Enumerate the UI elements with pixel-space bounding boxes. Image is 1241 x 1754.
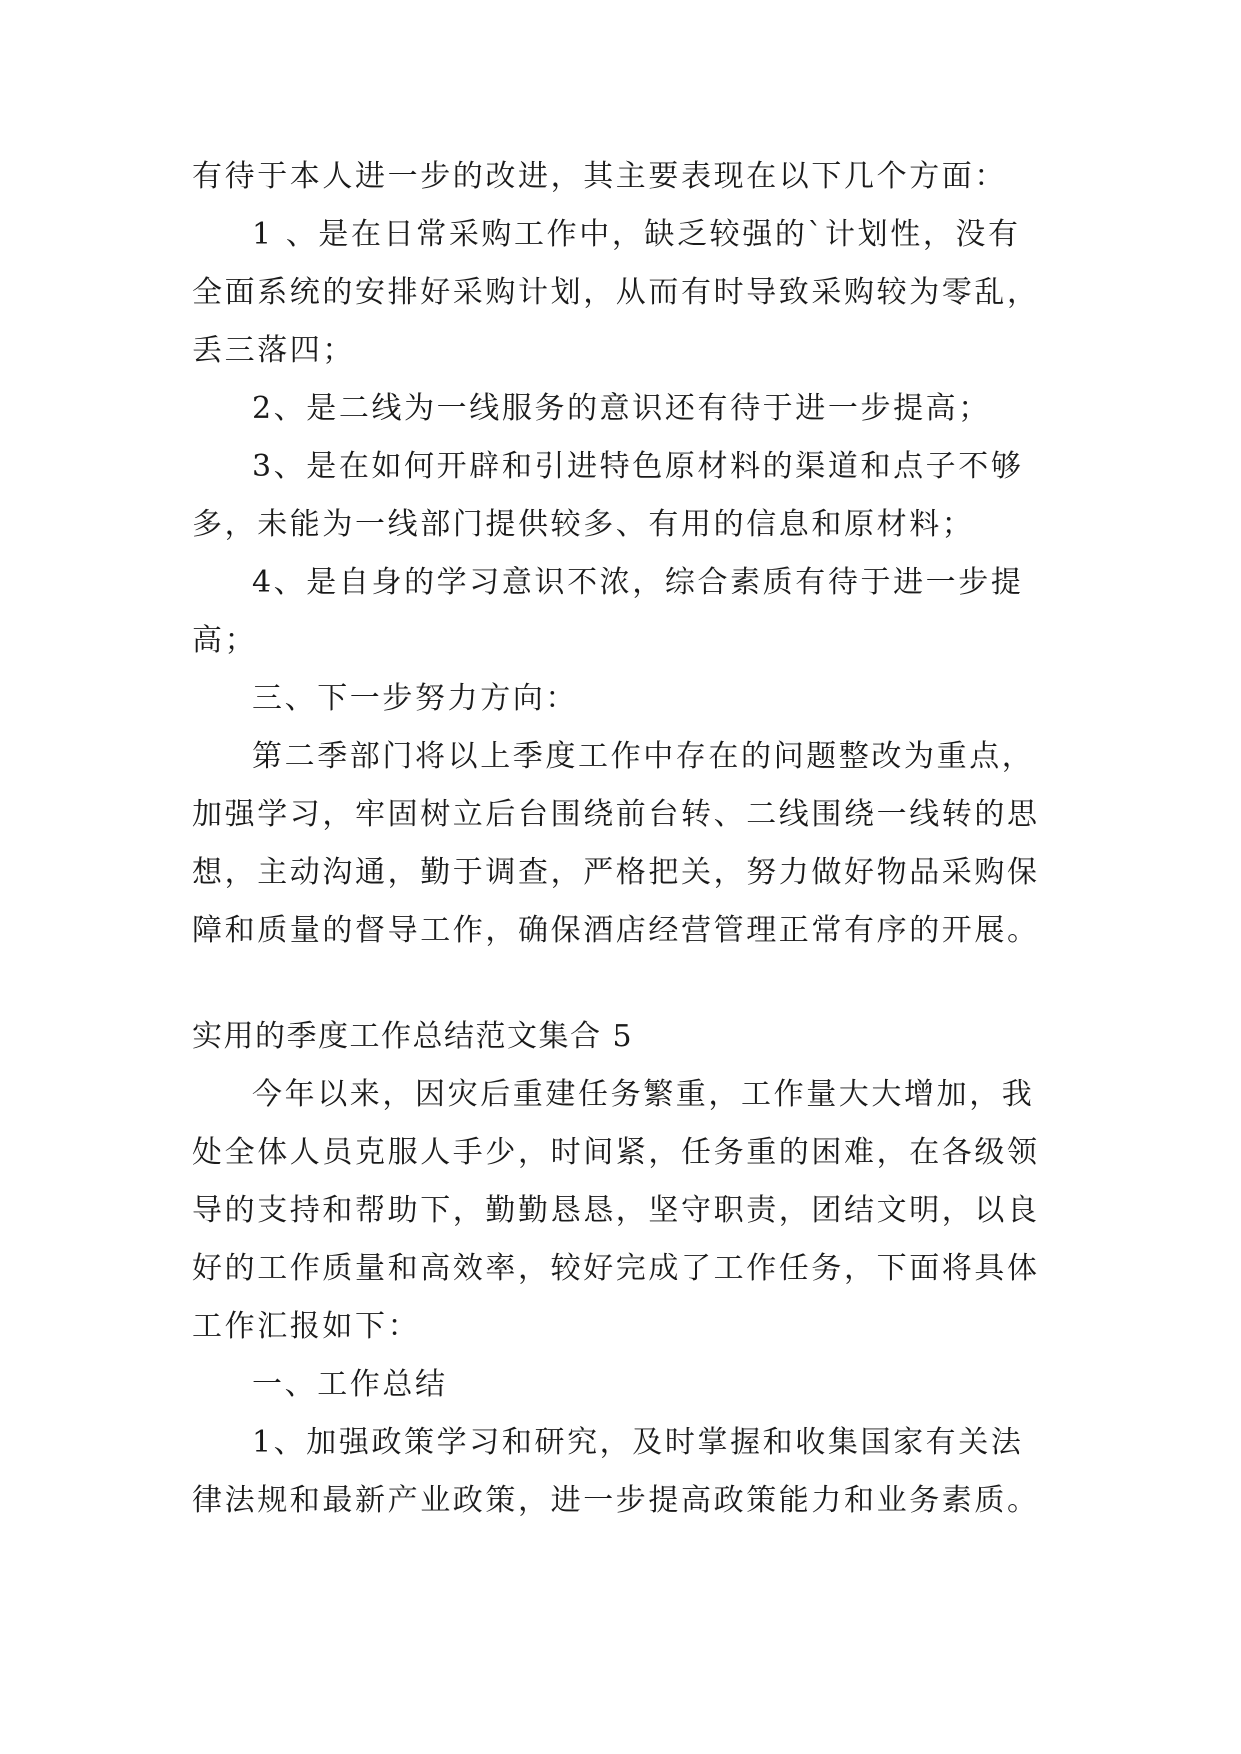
list-item-4-line: 4、是自身的学习意识不浓，综合素质有待于进一步提 [252,565,1024,600]
paragraph-line: 加强学习，牢固树立后台围绕前台转、二线围绕一线转的思 [192,797,1040,832]
article-title: 实用的季度工作总结范文集合 5 [192,1019,634,1054]
paragraph-line: 导的支持和帮助下，勤勤恳恳，坚守职责，团结文明，以良 [192,1193,1040,1228]
list-item-line: 律法规和最新产业政策，进一步提高政策能力和业务素质。 [192,1483,1040,1518]
list-item-3-line: 3、是在如何开辟和引进特色原材料的渠道和点子不够 [252,449,1024,484]
list-item-line: 1、加强政策学习和研究，及时掌握和收集国家有关法 [252,1425,1024,1460]
list-item-3-line: 多，未能为一线部门提供较多、有用的信息和原材料； [192,507,975,542]
list-item-1-line: 1 、是在日常采购工作中，缺乏较强的`计划性，没有 [252,217,1021,252]
paragraph-line: 第二季部门将以上季度工作中存在的问题整改为重点， [252,739,1035,774]
paragraph-line: 今年以来，因灾后重建任务繁重，工作量大大增加，我 [252,1077,1035,1112]
paragraph-line: 工作汇报如下： [192,1309,421,1344]
paragraph-line: 障和质量的督导工作，确保酒店经营管理正常有序的开展。 [192,913,1040,948]
section-heading: 一、工作总结 [252,1367,448,1402]
body-text-line: 有待于本人进一步的改进，其主要表现在以下几个方面： [192,159,1007,194]
list-item-4-line: 高； [192,623,258,658]
paragraph-line: 好的工作质量和高效率，较好完成了工作任务，下面将具体 [192,1251,1040,1286]
paragraph-line: 处全体人员克服人手少，时间紧，任务重的困难，在各级领 [192,1135,1040,1170]
paragraph-line: 想，主动沟通，勤于调查，严格把关，努力做好物品采购保 [192,855,1040,890]
section-heading: 三、下一步努力方向： [252,681,578,716]
list-item-2-line: 2、是二线为一线服务的意识还有待于进一步提高； [252,391,991,426]
list-item-1-line: 丢三落四； [192,333,355,368]
list-item-1-line: 全面系统的安排好采购计划，从而有时导致采购较为零乱， [192,275,1040,310]
